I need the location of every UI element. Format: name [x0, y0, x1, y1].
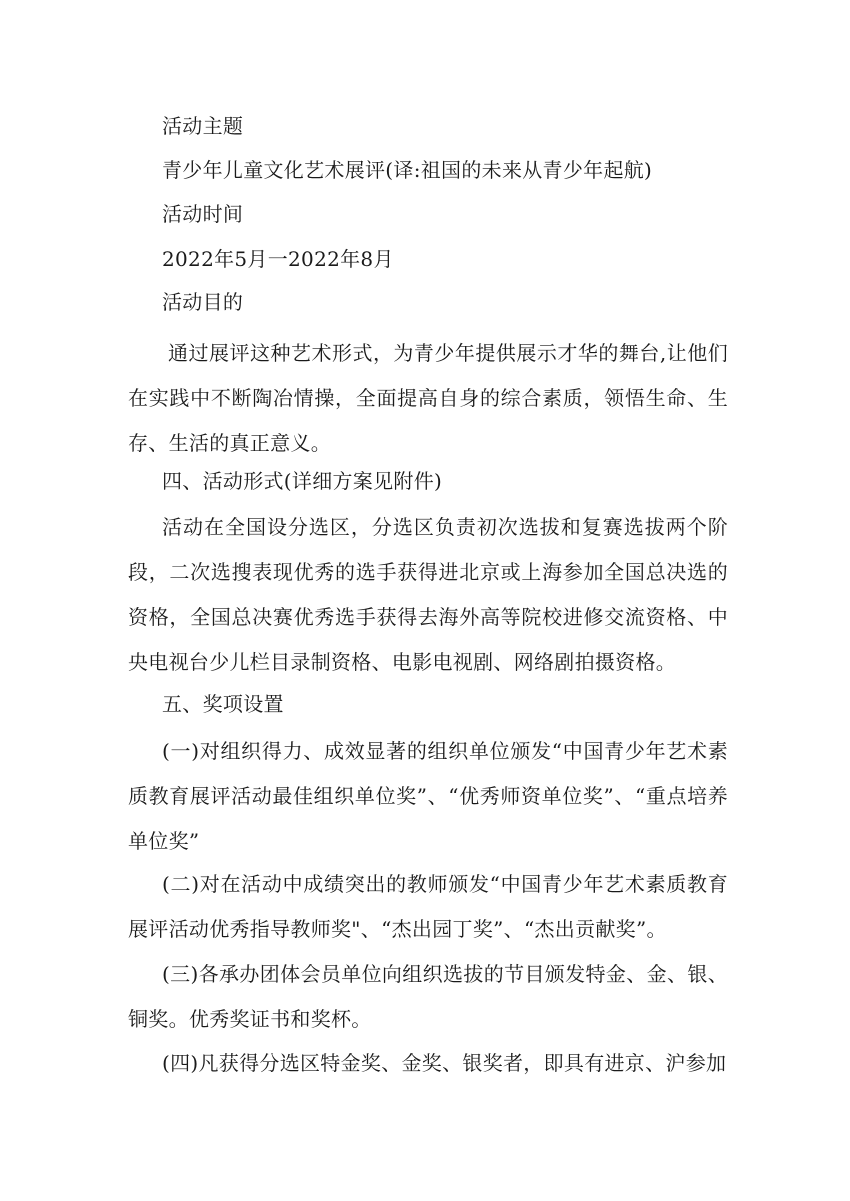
- activity-purpose-paragraph: 通过展评这种艺术形式，为青少年提供展示才华的舞台,让他们在实践中不断陶冶情操，全面提高自身的综合素质，领悟生命、生存、生活的真正意义。: [128, 341, 728, 455]
- award-item-four: (四)凡获得分选区特金奖、金奖、银奖者，即具有进京、沪参加: [162, 1051, 727, 1075]
- award-item-three: (三)各承办团体会员单位向组织选拔的节目颁发特金、金、银、铜奖。优秀奖证书和奖杯。: [128, 962, 728, 1031]
- heading-activity-theme: 活动主题: [162, 114, 244, 138]
- activity-time-text: 2022年5月一2022年8月: [162, 247, 394, 271]
- heading-activity-purpose: 活动目的: [162, 290, 244, 314]
- section-four-paragraph: 活动在全国设分选区，分选区负责初次选拔和复赛选拔两个阶段，二次选搜表现优秀的选手获得进北京或上海参加全国总决选的资格，全国总决赛优秀选手获得去海外高等院校进修交流资格、中央电视台少儿栏目录制资格、电影电视剧、网络剧拍摄资格。: [128, 515, 728, 674]
- heading-activity-time: 活动时间: [162, 202, 244, 226]
- section-five-heading: 五、奖项设置: [162, 692, 284, 716]
- award-item-two: (二)对在活动中成绩突出的教师颁发“中国青少年艺术素质教育展评活动优秀指导教师奖"、“杰出园丁奖”、“杰出贡献奖”。: [128, 872, 728, 941]
- award-item-one: (一)对组织得力、成效显著的组织单位颁发“中国青少年艺术素质教育展评活动最佳组织单位奖”、“优秀师资单位奖”、“重点培养单位奖”: [128, 739, 728, 853]
- section-four-heading: 四、活动形式(详细方案见附件): [162, 469, 443, 493]
- activity-theme-text: 青少年儿童文化艺术展评(译:祖国的未来从青少年起航): [162, 158, 653, 182]
